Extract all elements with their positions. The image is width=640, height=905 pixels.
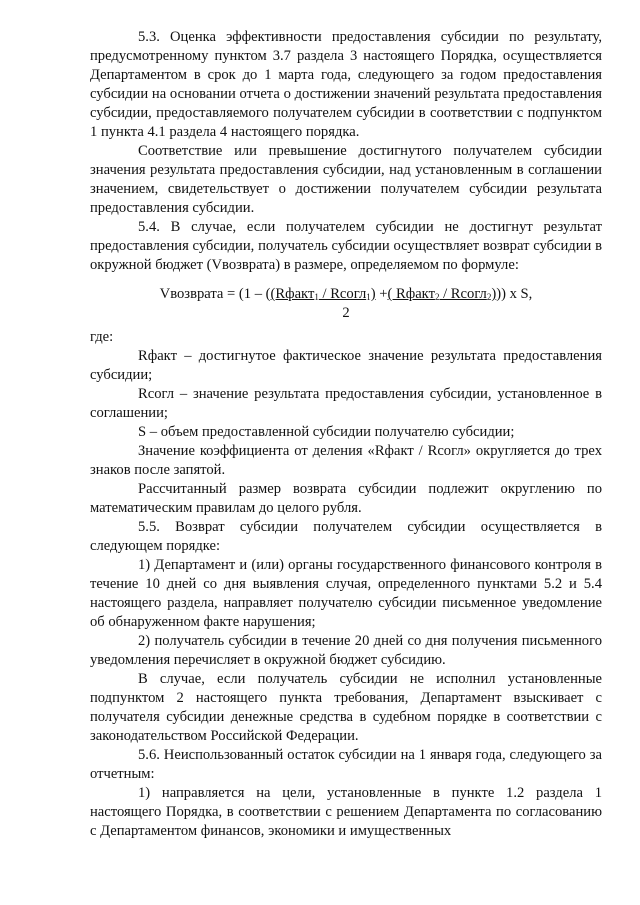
paragraph-5-5-enforcement: В случае, если получатель субсидии не исполнил установленные подпунктом 2 настоящего пункта требования, Департамент взыскивает с получателя субсидии денежные средства в судебном порядке в соответствии с законодательством Российской Федерации. xyxy=(90,671,602,744)
formula-term-2: ( Rфакт$_2$ / Rсогл$_2$) xyxy=(387,286,497,302)
paragraph-5-5-item-2: 2) получатель субсидии в течение 20 дней со дня получения письменного уведомления перечисляет в окружной бюджет субсидию. xyxy=(90,633,602,668)
formula-lhs: Vвозврата = (1 – ( xyxy=(159,286,271,302)
paragraph-5-4: 5.4. В случае, если получателем субсидии не достигнут результат предоставления субсидии, получатель субсидии осуществляет возврат субсидии в окружной бюджет (Vвозврата) в размере, определяемом по формуле: xyxy=(90,219,602,273)
where-label: где: xyxy=(90,329,114,345)
formula-denominator: 2 xyxy=(342,305,350,321)
paragraph-5-5-item-1: 1) Департамент и (или) органы государственного финансового контроля в течение 10 дней со дня выявления случая, определенного пунктами 5.2 и 5.4 настоящего раздела, направляет получателю субсидии письменное уведомление об обнаруженном факте нарушения; xyxy=(90,557,602,630)
formula-rhs: )) х S, xyxy=(496,286,533,302)
rounding-coefficient: Значение коэффициента от деления «Rфакт / Rсогл» округляется до трех знаков после запятой. xyxy=(90,443,602,478)
definition-rsogl: Rсогл – значение результата предоставления субсидии, установленное в соглашении; xyxy=(90,386,602,421)
paragraph-5-5: 5.5. Возврат субсидии получателем субсидии осуществляется в следующем порядке: xyxy=(90,519,602,554)
paragraph-5-3: 5.3. Оценка эффективности предоставления субсидии по результату, предусмотренному пунктом 3.7 раздела 3 настоящего Порядка, осуществляется Департаментом в срок до 1 марта года, следующего за годом предоставления субсидии на основании отчета о достижении значений результата предоставления субсидии, предоставляемого получателем субсидии в соответствии с подпунктом 1 пункта 4.1 раздела 4 настоящего порядка. xyxy=(90,29,602,140)
formula-numerator xyxy=(90,285,602,303)
paragraph-5-6: 5.6. Неиспользованный остаток субсидии на 1 января года, следующего за отчетным: xyxy=(90,747,602,782)
document-body xyxy=(90,28,602,841)
definition-rfakt: Rфакт – достигнутое фактическое значение результата предоставления субсидии; xyxy=(90,348,602,383)
rounding-sum: Рассчитанный размер возврата субсидии подлежит округлению по математическим правилам до целого рубля. xyxy=(90,481,602,516)
formula-plus: + xyxy=(375,286,388,302)
formula-term-1: (Rфакт$_1$ / Rсогл$_1$) xyxy=(270,286,376,302)
paragraph-5-6-item-1: 1) направляется на цели, установленные в пункте 1.2 раздела 1 настоящего Порядка, в соответствии с решением Департамента по согласованию с Департаментом финансов, экономики и имущественных xyxy=(90,785,602,839)
definition-s: S – объем предоставленной субсидии получателю субсидии; xyxy=(138,424,515,440)
paragraph-5-3-conformity: Соответствие или превышение достигнутого получателем субсидии значения результата предоставления субсидии, над установленным в соглашении значением, свидетельствует о достижении получателем субсидии результата предоставления субсидии. xyxy=(90,143,602,216)
refund-formula xyxy=(90,285,602,322)
